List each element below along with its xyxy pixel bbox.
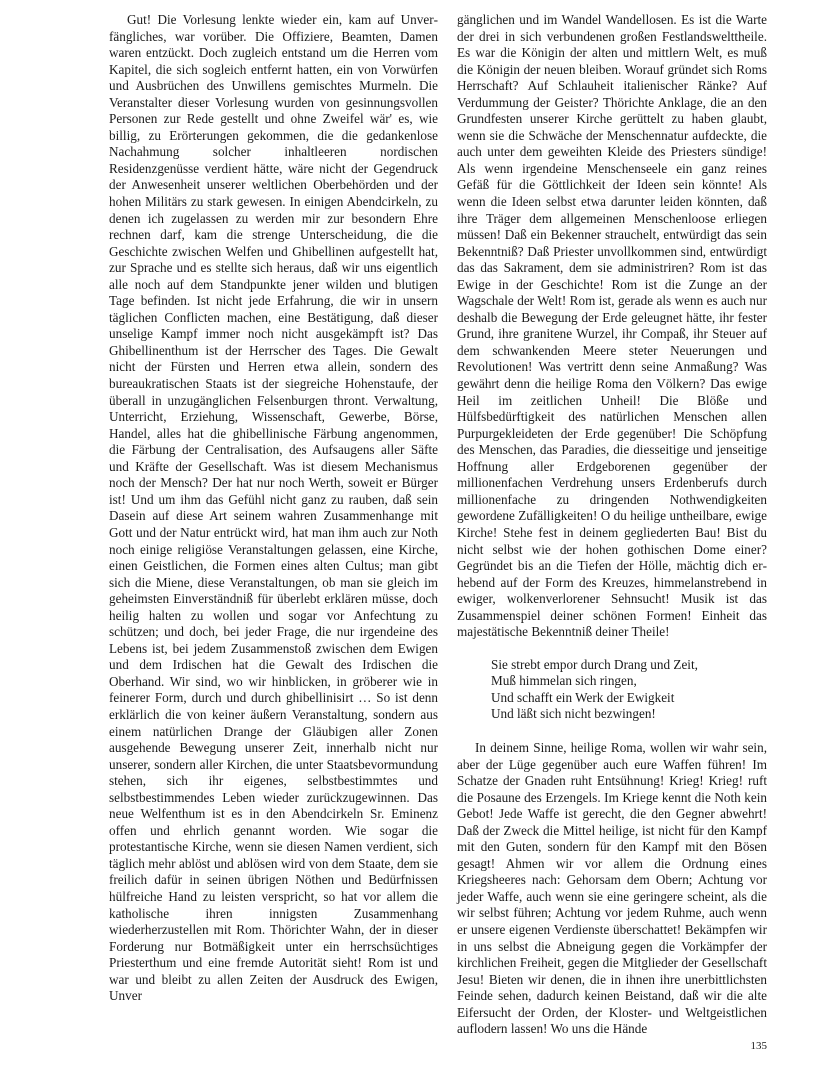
- page-number: 135: [750, 1040, 767, 1052]
- verse-line-3: Und schafft ein Werk der Ewigkeit: [491, 689, 675, 705]
- left-column: [109, 12, 438, 1005]
- right-column-paragraph-2: In deinem Sinne, heilige Roma, wollen wir wahr sein, aber der Lüge gegenüber auch eure Waffen führen! Im Schatze der Gnaden ruht Entsühnung! Krieg! Krieg! ruft die Posaune des Erzengels. Im Kriege kennt die Noth kein Gebot! Jede Waffe ist gerecht, die den Gegner abwehrt! Daß der Zweck die Mittel heilige, ist nicht für den Kampf mit den Guten, sondern für den Kampf mit den Bösen gesagt! Ahmen wir vor allem die Ordnung eines Kriegsheeres nach: Gehorsam dem Obern; Achtung vor jeder Waffe, auch wenn sie eine geringere scheint, als die wir selbst führen; Achtung vor jedem Ruhme, auch wenn er unsere eigenen Verdienste überschattet! Bekämpfen wir in uns selbst die Abneigung gegen die Vorkämpfer der kirchlichen Freiheit, gegen die Mitglieder der Gesellschaft Jesu! Bieten wir denen, die in ihnen ihre unerbittlichsten Feinde sehen, dadurch keinen Beistand, daß wir die alte Eifersucht der Orden, der Kloster- und Weltgeistlichen auflodern lassen! Wo uns die Hände: [457, 739, 767, 1037]
- verse-line-4: Und läßt sich nicht bezwingen!: [491, 706, 656, 722]
- left-column-paragraph: Gut! Die Vorlesung lenkte wieder ein, kam auf Unverfängliches, war vorüber. Die Offiziere, Beamten, Damen waren entzückt. Doch zugleich entstand um die Herren vom Kapitel, die sich sogleich entfernt hatten, ein von Vorwürfen und Ausbrüchen des Unwillens gemischtes Murmeln. Die Veranstalter dieser Vorlesung wurden von gesinnungsvollen Personen zur Rede gestellt und ohne Zweifel wär' es, wie billig, zu Erörterungen gekommen, die die gedankenlose Nachahmung solcher inhaltleeren nordischen Residenzgenüsse verdient hätte, wäre nicht der Gegendruck der Anwesenheit unserer weltlichen Oberbehörden und der hohen Militärs zu stark gewesen. In einigen Abendcirkeln, zu denen ich zugelassen zu werden mir zur besondern Ehre rechnen darf, kam die strenge Unterscheidung, die die Geschichte zwischen Welfen und Ghibellinen aufgestellt hat, zur Sprache und es stellte sich heraus, daß wir uns eigentlich alle noch auf dem Standpunkte jener wilden und blutigen Tage befinden. Ist nicht jede Erfahrung, die wir in unsern täglichen Conflicten machen, eine Bestätigung, daß dieser unselige Kampf immer noch nicht ausgekämpft ist? Das Ghibellinenthum ist der Herrscher des Tages. Die Gewalt nicht der Fürsten und Herren etwa allein, sondern des bureaukratischen Staats ist der siegreiche Hohenstaufe, der überall in unzugänglichen Felsenburgen thront. Verwaltung, Unterricht, Erziehung, Wissenschaft, Gewerbe, Börse, Handel, alles hat die ghibellinische Färbung angenommen, die Färbung der Centralisation, des Aufsaugens aller Säfte und Kräfte der Gesellschaft. Was ist diesem Mechanismus noch der Mensch? Der hat nur noch Werth, soweit er Bürger ist! Und um ihm das Gefühl nicht ganz zu rauben, daß sein Dasein auf diese Art seinem wahren Zusammenhange mit Gott und der Natur entrückt wird, hat man ihm auch zur Noth noch einige religiöse Veranstaltungen gelassen, eine Kirche, einen Geistlichen, die Formen eines alten Cultus; man gibt sich die Miene, diese Veranstaltungen, ob man sie gleich im geheimsten Einverständniß für überlebt erklären müsse, doch heilig halten zu wollen und sogar vor Anfechtung zu schützen; und doch, bei jeder Frage, die nur irgendeine des Lebens ist, bei jedem Zusammenstoß zwischen dem Ewigen und dem Irdischen hat die Gewalt des Irdischen die Oberhand. Wir sind, wo wir hinblicken, in gröberer wie in feinerer Form, durch und durch ghibellinisirt … So ist denn erklärlich die von keiner äußern Veranstaltung, sondern aus einem natürlichen Drange der Gläubigen aller Zonen ausgehende Bewegung unserer Zeit, innerhalb nicht nur unserer, sondern aller Kirchen, die unter Staatsbevormundung stehen, sich ihr eigenes, selbstbestimmtes und selbstbestimmendes Leben wieder zurückzugewinnen. Das neue Welfenthum ist es in den Abendcirkeln Sr. Eminenz offen und ehrlich genannt worden. Wie sogar die protestantische Kirche, wenn sie diesen Namen verdient, sich täglich mehr ablöst und ablösen wird von dem Staate, dem sie freilich dafür in seinen übrigen Nöthen und Bedürfnissen hülfreiche Hand zu leisten verspricht, so hat vor allem die katholische ihren innigsten Zusammenhang wiederherzustellen mit Rom. Thörichter Wahn, der in dieser Forderung nur Botmäßigkeit unter ein herrschsüchtiges Priesterthum und eine fremde Autorität sieht! Rom ist und war und bleibt zu allen Zeiten der Ausdruck des Ewigen, Unver: [109, 12, 438, 1004]
- right-column-paragraph-1: gänglichen und im Wandel Wandellosen. Es ist die Warte der drei in sich verbundenen großen Festlandswelttheile. Es war die Königin der alten und mittlern Welt, es muß die Königin der neuen bleiben. Worauf gründet sich Roms Herrschaft? Auf Schlauheit italienischer Ränke? Auf Verdummung der Geister? Thörichte Anklage, die an den Grundfesten unserer Kirche gerüttelt zu haben glaubt, wenn sie die Schwäche der Menschennatur aufdeckte, die auch unter dem geweihten Kleide des Priesters sündige! Als wenn irgendeine Menschenseele ein ganz reines Gefäß für die Göttlichkeit der Ideen sein könnte! Als wenn die Ideen selbst etwa darunter leiden könnten, daß ihre Träger dem allgemeinen Menschenloose erliegen müssen! Daß ein Bekenner strauchelt, entwürdigt das sein Bekenntniß? Daß Priester unvollkommen sind, entwürdigt das das Sakrament, dem sie administriren? Rom ist das Ewige in der Geschichte! Rom ist die Zunge an der Wagschale der Welt! Rom ist, gerade als wenn es auch nur deshalb die Bewegung der Erde geleugnet hätte, ihr fester Grund, ihre granitene Wurzel, ihr Compaß, ihr Steuer auf dem schwankenden Meere steter Neuerungen und Revolutionen! Was vertritt denn seine Anmaßung? Was gewährt denn die heilige Roma den Völkern? Das ewige Heil im zeitlichen Unheil! Die Blöße und Hülfsbedürftigkeit des natürlichen Menschen allen Purpurgekleideten der Erde gegenüber! Die Schöpfung des Menschen, das Paradies, die diesseitige und jenseitige Hoffnung aller Erdgeborenen gegenüber der millionenfachen Verdrehung unsers Erdenberufs durch millionenfache zu dringenden Nothwendigkeiten gewordene Zufälligkeiten! O du heilige untheilbare, ewige Kirche! Stehe fest in deinem gegliederten Bau! Bist du nicht selbst wie der hohen gothischen Dome einer? Gegründet bis an die Tiefen der Hölle, mächtig dich erhebend auf der Form des Kreuzes, himmelanstrebend in ewiger, wolkenverlorener Sehnsucht! Musik ist das Zusammenspiel deiner schönen Formen! Einheit das majestätische Bekenntniß deiner Theile!: [457, 12, 767, 640]
- right-column: [457, 12, 767, 1038]
- verse-line-2: Muß himmelan sich ringen,: [491, 673, 637, 689]
- verse-line-1: Sie strebt empor durch Drang und Zeit,: [491, 656, 698, 672]
- verse-block: [491, 657, 767, 723]
